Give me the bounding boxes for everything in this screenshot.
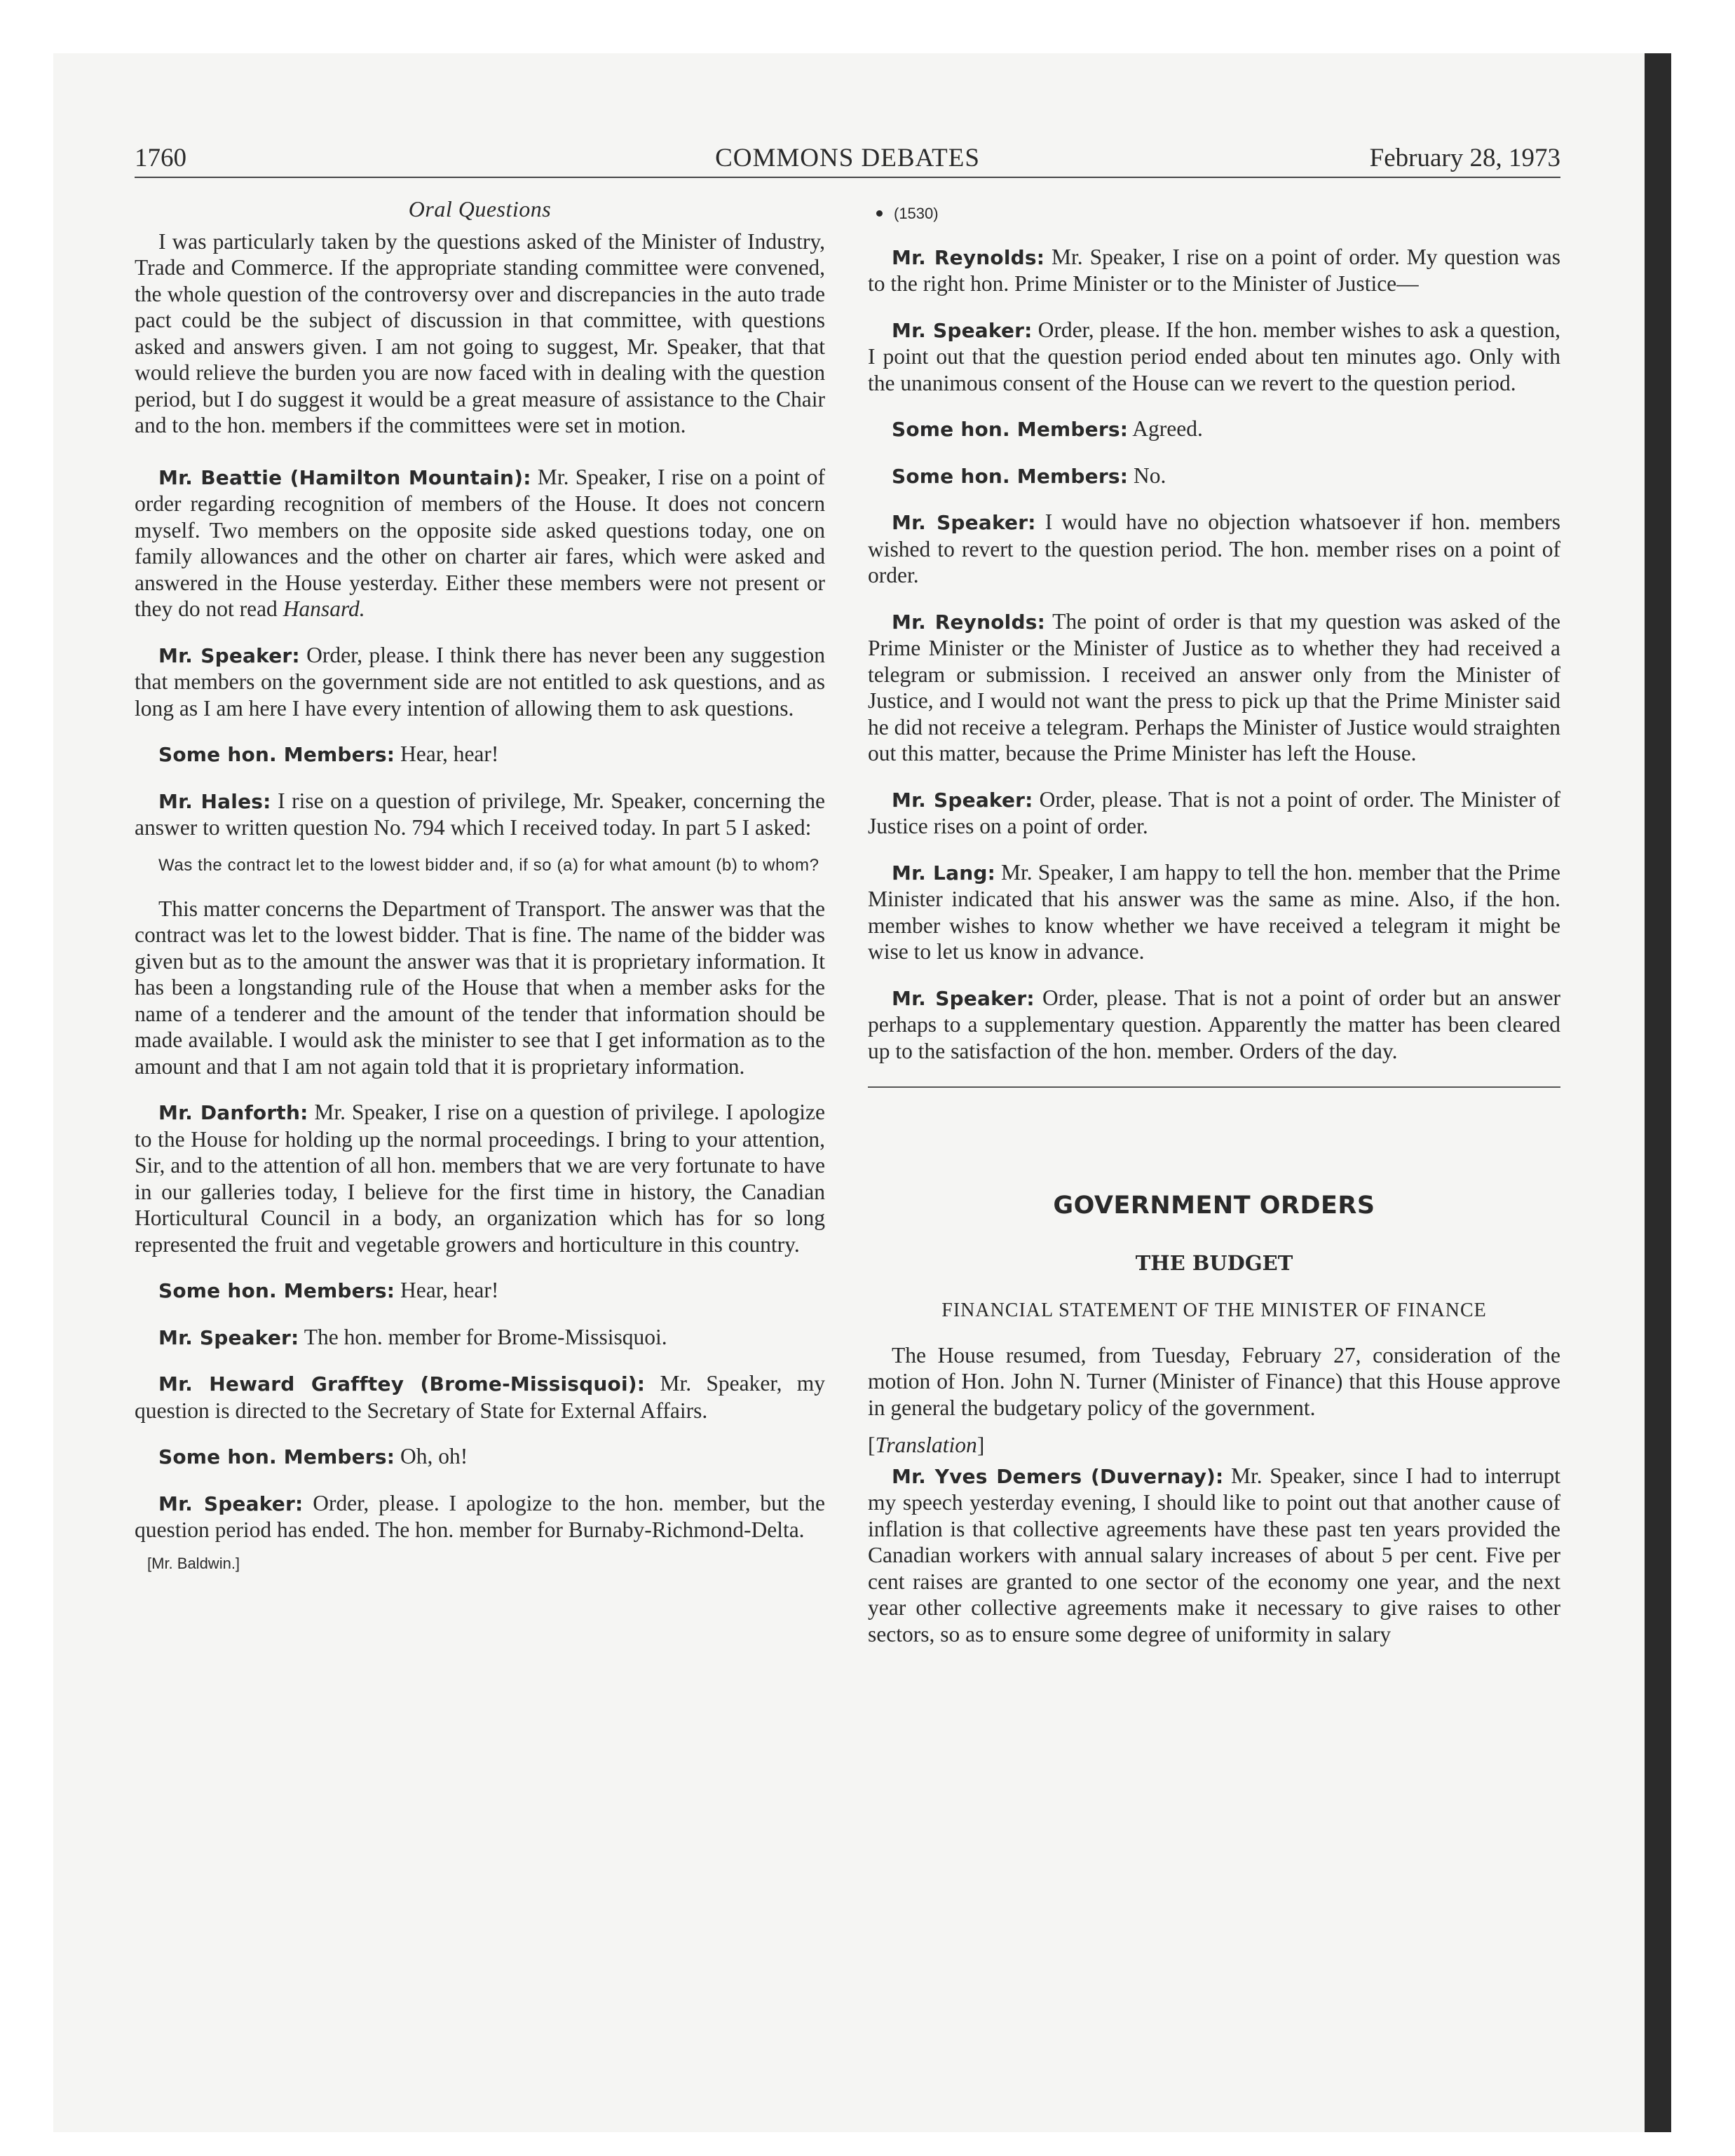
- speaker-name: Mr. Speaker:: [892, 788, 1033, 812]
- speech-text: Mr. Speaker, since I had to interrupt my speech yesterday evening, I should like to point out that another cause of inflation is that collective agreements have these past ten years provided the Canadian workers with annual salary increases of about 5 per cent. Five per cent raises are granted to one sector of the economy one year, and the next year other collective agreements make it necessary to give raises to other sectors, so as to ensure some degree of uniformity in salary: [868, 1463, 1560, 1646]
- speaker-name: Mr. Speaker:: [892, 511, 1036, 534]
- speech-paragraph: [135, 1490, 825, 1543]
- speech-text: The point of order is that my question was asked of the Prime Minister or the Minister of Justice as to whether they had received a telegram or submission. I received an answer only from the Minister of Justice, and I would not want the press to pick up that the Prime Minister said he did not receive a telegram. Perhaps the Minister of Justice would straighten out this matter, because the Prime Minister has left the House.: [868, 608, 1560, 765]
- speech-text: I would have no objection whatsoever if hon. members wished to revert to the question period. The hon. member rises on a point of order.: [868, 510, 1560, 587]
- speech-paragraph: [135, 1443, 825, 1471]
- section-heading: GOVERNMENT ORDERS: [1053, 1192, 1375, 1220]
- speech-paragraph: [135, 464, 825, 622]
- speech-text: Order, please. That is not a point of order but an answer perhaps to a supplementary question. Apparently the matter has been cleared up to the satisfaction of the hon. member. Orders of the day.: [868, 985, 1560, 1063]
- speech-paragraph: [135, 642, 825, 722]
- speaker-name: Mr. Heward Grafftey (Brome-Missisquoi):: [158, 1372, 646, 1396]
- speaker-name: Some hon. Members:: [158, 743, 395, 766]
- speech-text: The hon. member for Brome-Missisquoi.: [304, 1324, 667, 1349]
- page-number: 1760: [135, 144, 186, 172]
- speech-text: Agreed.: [1132, 416, 1203, 441]
- speaker-name: Mr. Yves Demers (Duvernay):: [892, 1464, 1224, 1488]
- speech-paragraph: [135, 1324, 825, 1351]
- subsubsection-heading: FINANCIAL STATEMENT OF THE MINISTER OF FINANCE: [941, 1299, 1487, 1321]
- right-column: [868, 196, 1560, 1667]
- speech-text: Order, please. I apologize to the hon. member, but the question period has ended. The hon. member for Burnaby-Richmond-Delta.: [135, 1490, 825, 1542]
- speaker-name: Some hon. Members:: [892, 418, 1129, 441]
- left-column: [135, 196, 825, 1576]
- speech-text: Mr. Speaker, I am happy to tell the hon. member that the Prime Minister indicated that his answer was the same as mine. Also, if the hon. member wishes to know whether we have received a telegram it might be wise to let us know in advance.: [868, 859, 1561, 964]
- speech-text: Mr. Speaker, my question is directed to the Secretary of State for External Affairs.: [135, 1371, 826, 1423]
- paragraph: This matter concerns the Department of Transport. The answer was that the contract was let to the lowest bidder. That is fine. The name of the bidder was given but as to the amount the answer was that it is proprietary information. It has been a longstanding rule of the House that when a member asks for the name of a tenderer and the amount of the tender that information should be made available. I would ask the minister to see that I get information as to the amount and that I am not again told that it is proprietary information.: [135, 896, 825, 1079]
- speech-paragraph: [868, 463, 1560, 490]
- bullet-icon: [876, 210, 883, 217]
- speech-paragraph: [868, 608, 1560, 767]
- speech-paragraph: [868, 1463, 1560, 1648]
- speaker-name: Mr. Speaker:: [158, 643, 300, 667]
- page-date: February 28, 1973: [1369, 144, 1560, 172]
- speech-text: Hear, hear!: [400, 1278, 499, 1302]
- scan-edge-bar: [1645, 53, 1671, 2132]
- speaker-name: Some hon. Members:: [892, 464, 1129, 488]
- speech-paragraph: [135, 788, 825, 841]
- speaker-name: Mr. Speaker:: [892, 318, 1033, 342]
- translation-label: Translation: [875, 1433, 977, 1457]
- page-header: [135, 140, 1560, 178]
- speaker-name: Mr. Speaker:: [158, 1492, 304, 1515]
- speech-text: I rise on a question of privilege, Mr. Speaker, concerning the answer to written question No. 794 which I received today. In part 5 I asked:: [135, 788, 826, 840]
- subsection-heading: THE BUDGET: [1135, 1250, 1293, 1275]
- speech-paragraph: [868, 786, 1560, 840]
- block-quote: Was the contract let to the lowest bidder and, if so (a) for what amount (b) to whom?: [158, 855, 819, 875]
- time-marker-text: (1530): [894, 205, 939, 222]
- speech-paragraph: [135, 1370, 825, 1424]
- speech-text: No.: [1134, 463, 1166, 488]
- speaker-name: Mr. Speaker:: [158, 1325, 299, 1349]
- speaker-name: Mr. Lang:: [892, 861, 995, 885]
- speaker-name: Mr. Danforth:: [158, 1101, 308, 1124]
- speech-text: Oh, oh!: [400, 1444, 468, 1468]
- speaker-name: Mr. Reynolds:: [892, 245, 1045, 269]
- speaker-name: Mr. Hales:: [158, 789, 271, 813]
- speech-text: Order, please. That is not a point of order. The Minister of Justice rises on a point of order.: [868, 786, 1560, 838]
- paragraph: I was particularly taken by the questions asked of the Minister of Industry, Trade and Commerce. If the appropriate standing committee were convened, the whole question of the controversy over and discrepancies in the auto trade pact could be the subject of discussion in that committee, with questions asked and answers given. I am not going to suggest, Mr. Speaker, that that would relieve the burden you are now faced with in dealing with the question period, but I do suggest it would be a great measure of assistance to the Chair and to the hon. members if the committees were set in motion.: [135, 228, 825, 437]
- paragraph: The House resumed, from Tuesday, February 27, consideration of the motion of Hon. John N. Turner (Minister of Finance) that this House approve in general the budgetary policy of the government.: [868, 1342, 1560, 1420]
- speaker-name: Some hon. Members:: [158, 1279, 395, 1302]
- section-divider: [868, 1086, 1560, 1088]
- speech-paragraph: [868, 244, 1560, 297]
- speaker-name: Mr. Beattie (Hamilton Mountain):: [158, 465, 531, 489]
- speech-paragraph: [135, 741, 825, 768]
- speech-text: Order, please. I think there has never been any suggestion that members on the government side are not entitled to ask questions, and as long as I am here I have every intention of allowing them to ask questions.: [135, 642, 825, 721]
- translation-marker: [Translation]: [868, 1433, 985, 1457]
- speech-paragraph: [868, 985, 1560, 1065]
- speaker-footer-note: [Mr. Baldwin.]: [147, 1554, 240, 1572]
- speech-text: Order, please. If the hon. member wishes to ask a question, I point out that the question period ended about ten minutes ago. Only with the unanimous consent of the House can we revert to the question period.: [868, 317, 1560, 395]
- speech-text: Mr. Speaker, I rise on a question of privilege. I apologize to the House for holding up the normal proceedings. I bring to your attention, Sir, and to the attention of all hon. members that we are very fortunate to have in our galleries today, I believe for the first time in history, the Canadian Horticultural Council in a body, an organization which has for so long represented the fruit and vegetable growers and horticulture in this country.: [135, 1100, 826, 1257]
- speaker-name: Some hon. Members:: [158, 1445, 395, 1468]
- speech-paragraph: [135, 1099, 825, 1257]
- speech-text: Mr. Speaker, I rise on a point of order. My question was to the right hon. Prime Minister or to the Minister of Justice—: [868, 244, 1560, 296]
- hansard-italic: Hansard.: [283, 596, 365, 621]
- section-rubric: Oral Questions: [408, 196, 552, 221]
- publication-title: COMMONS DEBATES: [715, 144, 980, 172]
- time-marker: [876, 200, 1560, 227]
- speaker-name: Mr. Reynolds:: [892, 610, 1045, 634]
- speech-paragraph: [868, 416, 1560, 443]
- speech-text: Hear, hear!: [400, 742, 499, 766]
- speech-paragraph: [868, 317, 1560, 397]
- speech-paragraph: [868, 859, 1560, 965]
- speech-paragraph: [135, 1277, 825, 1304]
- speaker-name: Mr. Speaker:: [892, 986, 1035, 1010]
- speech-paragraph: [868, 509, 1560, 589]
- speech-text: Mr. Speaker, I rise on a point of order regarding recognition of members of the House. It does not concern myself. Two members on the opposite side asked questions today, one on family allowances and the other on charter air fares, which were asked and answered in the House yesterday. Either these members were not present or they do not read: [135, 464, 825, 621]
